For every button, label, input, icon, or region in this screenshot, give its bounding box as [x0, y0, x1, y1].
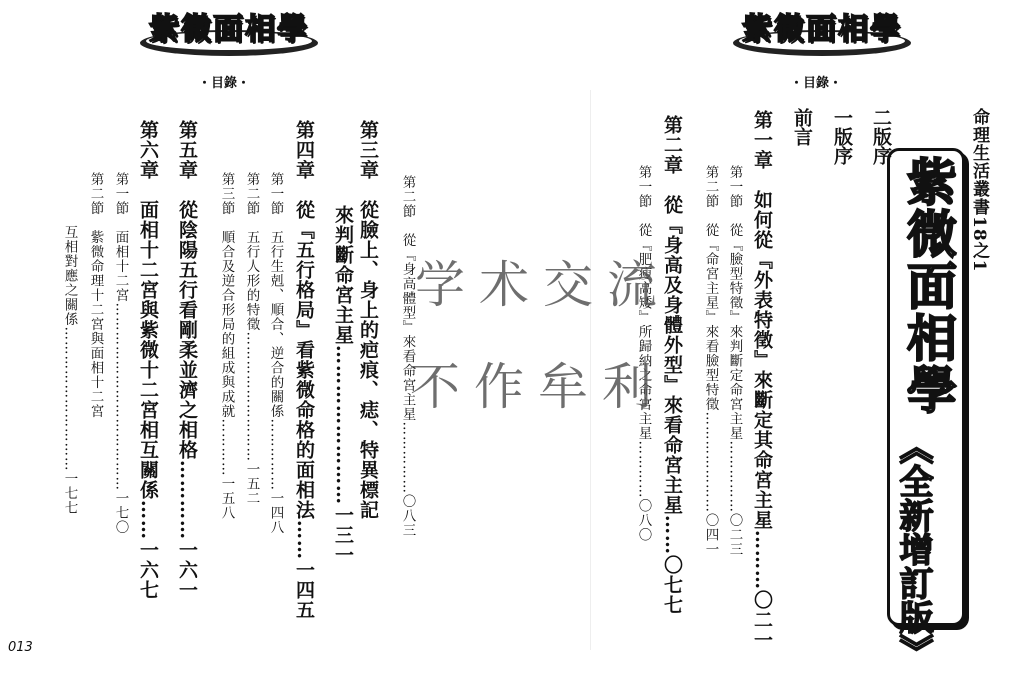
continuation-page: 一七七 [61, 471, 78, 515]
ch1-section-2-title: 第二節 從『命宮主星』來看臉型特徵 [702, 165, 719, 412]
toc-chapter-6[interactable]: 第六章 面相十二宮與紫微十二宮相互關係……一六七 [137, 120, 159, 600]
toc-ch4-section-2[interactable]: 第二節 五行人形的特徵………………………一五二 [243, 172, 260, 506]
ch2-section-2-title: 第二節 從『身高體型』來看命宮主星 [399, 175, 416, 422]
ch1-section-1-page: 〇二三 [726, 513, 743, 557]
toc-ch4-section-1[interactable]: 第一節 五行生剋、順合、逆合的關係……………一四八 [267, 172, 284, 535]
ch4-section-2-page: 一五二 [243, 462, 260, 506]
chapter-3-page: 一三一 [332, 505, 354, 565]
ch2-section-1-page: 〇八〇 [635, 498, 652, 542]
chapter-3-title-line-2: 來判斷命宮主星 [332, 205, 354, 345]
ch4-section-3-page: 一五八 [218, 476, 235, 520]
toc-preface-1[interactable]: 一版序 [831, 108, 853, 165]
ch4-section-3-title: 第三節 順合及逆合形局的組成與成就 [218, 172, 235, 419]
ch6-section-1-title: 第一節 面相十二宮 [112, 172, 129, 303]
chapter-4-title: 第四章 從『五行格局』看紫微命格的面相法 [293, 120, 315, 520]
ch2-section-2-page: 〇八三 [399, 494, 416, 538]
chapter-4-page: 一四五 [293, 560, 315, 620]
chapter-1-page: 〇二一 [751, 590, 773, 650]
toc-chapter-5[interactable]: 第五章 從陰陽五行看剛柔並濟之相格…………一六一 [176, 120, 198, 600]
chapter-2-title: 第二章 從『身高及身體外型』來看命宮主星 [661, 115, 683, 515]
toc-foreword[interactable]: 前言 [791, 108, 813, 146]
book-subtitle: 《全新增訂版》 [893, 430, 933, 668]
chapter-6-page: 一六七 [137, 540, 159, 600]
toc-chapter-4[interactable]: 第四章 從『五行格局』看紫微命格的面相法……一四五 [293, 120, 315, 620]
left-header-banner [140, 4, 318, 58]
toc-preface-2[interactable]: 二版序 [870, 108, 892, 165]
toc-ch6-section-2[interactable]: 第二節 紫微命理十二宮與面相十二宮 [87, 172, 104, 419]
series-label: 命理生活叢書18之1 [969, 108, 989, 273]
toc-ch6-section-1[interactable]: 第一節 面相十二宮…………………………………一七〇 [112, 172, 129, 535]
chapter-6-title: 第六章 面相十二宮與紫微十二宮相互關係 [137, 120, 159, 500]
toc-ch2-section-2[interactable]: 第二節 從『身高體型』來看命宮主星……………〇八三 [399, 175, 416, 538]
ch6-section-1-page: 一七〇 [112, 491, 129, 535]
left-banner-title: 紫微面相學 [149, 12, 309, 47]
toc-continuation[interactable]: 互相對應之關係…………………………一七七 [61, 225, 78, 515]
toc-chapter-2[interactable]: 第二章 從『身高及身體外型』來看命宮主星……〇七七 [661, 115, 683, 615]
page-number: 013 [8, 640, 33, 655]
toc-chapter-3-line-1[interactable]: 第三章 從臉上、身上的疤痕、痣、特異標記 [357, 120, 379, 520]
toc-ch4-section-3[interactable]: 第三節 順合及逆合形局的組成與成就…………一五八 [218, 172, 235, 520]
ch2-section-1-title: 第一節 從『肥瘦高矮』所歸納之命宮主星 [635, 165, 652, 441]
toc-chapter-3-line-2[interactable]: 來判斷命宮主星……………………一三一 [332, 205, 354, 565]
toc-ch2-section-1[interactable]: 第一節 從『肥瘦高矮』所歸納之命宮主星…………〇八〇 [635, 165, 652, 542]
chapter-2-page: 〇七七 [661, 555, 683, 615]
right-header-banner [733, 4, 911, 58]
toc-chapter-1[interactable]: 第一章 如何從『外表特徵』來斷定其命宮主星………〇二一 [751, 110, 773, 650]
right-subhead: ・目錄・ [790, 76, 843, 91]
continuation-title: 互相對應之關係 [61, 225, 78, 327]
chapter-1-title: 第一章 如何從『外表特徵』來斷定其命宮主星 [751, 110, 773, 530]
book-title: 紫微面相學 [899, 156, 957, 416]
ch4-section-1-page: 一四八 [267, 491, 284, 535]
ch1-section-2-page: 〇四一 [702, 513, 719, 557]
toc-ch1-section-2[interactable]: 第二節 從『命宮主星』來看臉型特徵…………………〇四一 [702, 165, 719, 557]
left-subhead: ・目錄・ [198, 76, 251, 91]
chapter-5-title: 第五章 從陰陽五行看剛柔並濟之相格 [176, 120, 198, 460]
ch4-section-2-title: 第二節 五行人形的特徵 [243, 172, 260, 332]
ch4-section-1-title: 第一節 五行生剋、順合、逆合的關係 [267, 172, 284, 419]
watermark-line-2: 不作牟利 [410, 358, 666, 416]
ch1-section-1-title: 第一節 從『臉型特徵』來判斷定命宮主星 [726, 165, 743, 441]
toc-ch1-section-1[interactable]: 第一節 從『臉型特徵』來判斷定命宮主星……………〇二三 [726, 165, 743, 557]
right-banner-title: 紫微面相學 [742, 12, 902, 47]
chapter-5-page: 一六一 [176, 540, 198, 600]
watermark-line-1: 学术交流 [415, 256, 671, 314]
